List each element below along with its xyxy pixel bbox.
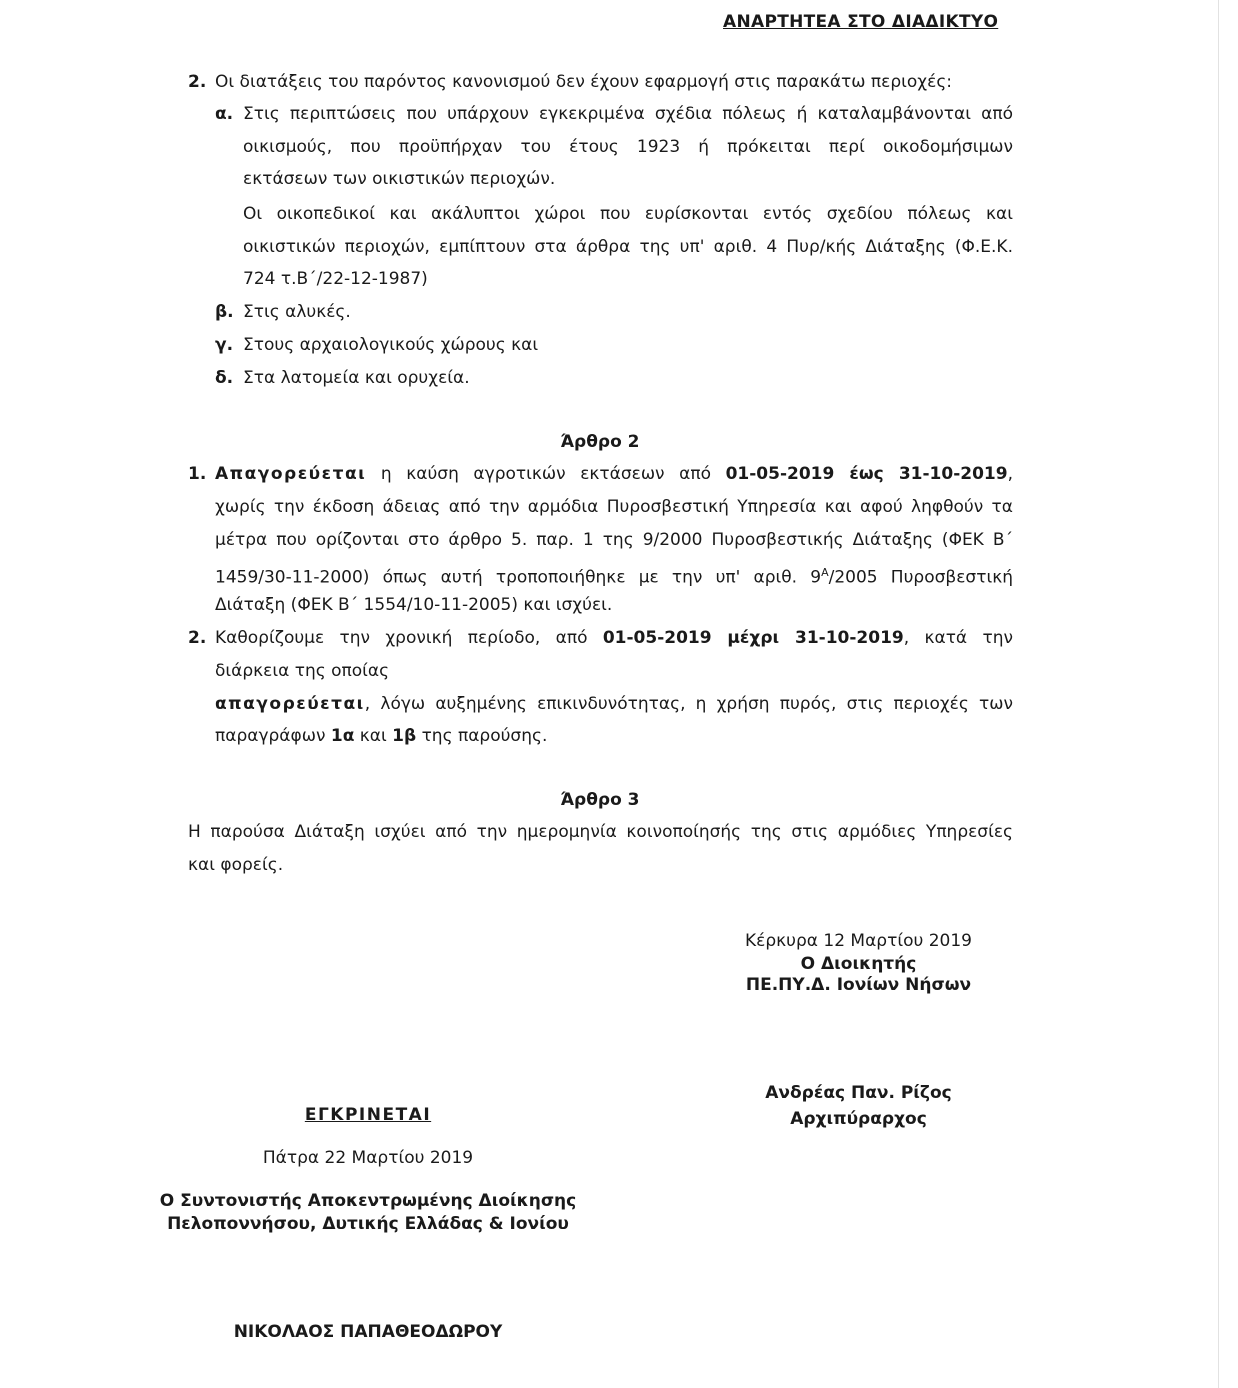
prohibited-word: Απαγορεύεται — [215, 464, 367, 484]
item-a-line1: Στις περιπτώσεις που υπάρχουν εγκεκριμένα σχέδια πόλεως ή καταλαμβάνονται από — [243, 104, 1013, 124]
article2-p1-line5: Διάταξη (ΦΕΚ Β΄ 1554/10-11-2005) και ισχύει. — [215, 595, 613, 615]
p1-date-range: 01-05-2019 έως 31-10-2019 — [725, 464, 1008, 484]
article3-line2: και φορείς. — [188, 855, 284, 875]
item-b-label: β. — [215, 302, 234, 322]
item-d-text: Στα λατομεία και ορυχεία. — [243, 368, 470, 388]
p2-text-b: , κατά την — [903, 628, 1013, 648]
p2-text-a: Καθορίζουμε την χρονική περίοδο, από — [215, 628, 603, 648]
approval-heading: ΕΓΚΡΙΝΕΤΑΙ — [304, 1105, 432, 1125]
p1-line4-tail: /2005 Πυροσβεστική — [828, 567, 1013, 588]
p2-text-e: και — [354, 726, 393, 746]
p2-date-range: 01-05-2019 μέχρι 31-10-2019 — [602, 628, 904, 648]
item-d-label: δ. — [215, 368, 234, 388]
para2-number: 2. — [188, 72, 207, 92]
p2-text-c: , λόγω αυξημένης επικινδυνότητας, η χρήση πυρός, στις περιοχές των — [364, 694, 1013, 714]
p2-text-d: παραγράφων — [215, 726, 331, 746]
signature-rank: Αρχιπύραρχος — [790, 1109, 927, 1129]
signature-unit: ΠΕ.ΠΥ.Δ. Ιονίων Νήσων — [745, 975, 972, 995]
p1-superscript: Α — [821, 566, 829, 579]
article3-line1: Η παρούσα Διάταξη ισχύει από την ημερομηνία κοινοποίησής της στις αρμόδιες Υπηρεσίες — [188, 822, 1013, 842]
scan-edge-line — [1218, 0, 1219, 1388]
item-c-text: Στους αρχαιολογικούς χώρους και — [243, 335, 539, 355]
article2-p2-first-line — [215, 622, 1013, 655]
article2-p1-line3: μέτρα που ορίζονται στο άρθρο 5. παρ. 1 της 9/2000 Πυροσβεστικής Διάταξης (ΦΕΚ Β΄ — [215, 530, 1013, 550]
p1-line4-text: 1459/30-11-2000) όπως αυτή τροποποιήθηκε με την υπ' αριθ. 9 — [215, 567, 822, 588]
signature-role: Ο Διοικητής — [800, 954, 917, 974]
article2-p2-number: 2. — [188, 628, 207, 648]
article2-p1-first-line — [215, 458, 1013, 491]
item-a-line2: οικισμούς, που προϋπήρχαν του έτους 1923 ή πρόκειται περί οικοδομήσιμων — [243, 137, 1013, 157]
article2-p2-line3 — [215, 688, 1013, 721]
p1-text-b: , — [1007, 464, 1013, 484]
item-a-label: α. — [215, 104, 234, 124]
signature-name: Ανδρέας Παν. Ρίζος — [765, 1083, 952, 1103]
para2-text: Οι διατάξεις του παρόντος κανονισμού δεν έχουν εφαρμογή στις παρακάτω περιοχές: — [215, 72, 953, 92]
p2-ref1: 1α — [330, 726, 355, 746]
item-a-line3: εκτάσεων των οικιστικών περιοχών. — [243, 169, 556, 189]
signature-place-date: Κέρκυρα 12 Μαρτίου 2019 — [745, 931, 972, 951]
p2-ref2: 1β — [392, 726, 417, 746]
item-a2-line3: 724 τ.Β΄/22-12-1987) — [243, 269, 428, 289]
p2-prohibited-word: απαγορεύεται — [215, 694, 365, 714]
header-posted-online: ΑΝΑΡΤΗΤΕΑ ΣΤΟ ΔΙΑΔΙΚΤΥΟ — [723, 12, 999, 32]
article2-p2-line2: διάρκεια της οποίας — [215, 661, 390, 681]
article3-title: Άρθρο 3 — [560, 790, 640, 810]
p1-text-a: η καύση αγροτικών εκτάσεων από — [366, 464, 726, 484]
approval-role-line2: Πελοποννήσου, Δυτικής Ελλάδας & Ιονίου — [167, 1214, 569, 1234]
item-c-label: γ. — [215, 335, 234, 355]
article2-p1-line2: χωρίς την έκδοση άδειας από την αρμόδια Πυροσβεστική Υπηρεσία και αφού ληφθούν τα — [215, 497, 1013, 517]
approval-role-line1: Ο Συντονιστής Αποκεντρωμένης Διοίκησης — [159, 1191, 577, 1211]
approval-place-date: Πάτρα 22 Μαρτίου 2019 — [262, 1148, 474, 1168]
article2-p1-number: 1. — [188, 464, 207, 484]
item-a2-line2: οικιστικών περιοχών, εμπίπτουν στα άρθρα της υπ' αριθ. 4 Πυρ/κής Διάταξης (Φ.Ε.Κ. — [243, 237, 1013, 257]
article2-p2-line4 — [215, 720, 547, 753]
item-a2-line1: Οι οικοπεδικοί και ακάλυπτοι χώροι που ευρίσκονται εντός σχεδίου πόλεως και — [243, 204, 1013, 224]
p2-text-f: της παρούσης. — [416, 726, 548, 746]
article2-title: Άρθρο 2 — [560, 432, 640, 452]
item-b-text: Στις αλυκές. — [243, 302, 351, 322]
approval-name: ΝΙΚΟΛΑΟΣ ΠΑΠΑΘΕΟΔΩΡΟΥ — [233, 1322, 503, 1342]
